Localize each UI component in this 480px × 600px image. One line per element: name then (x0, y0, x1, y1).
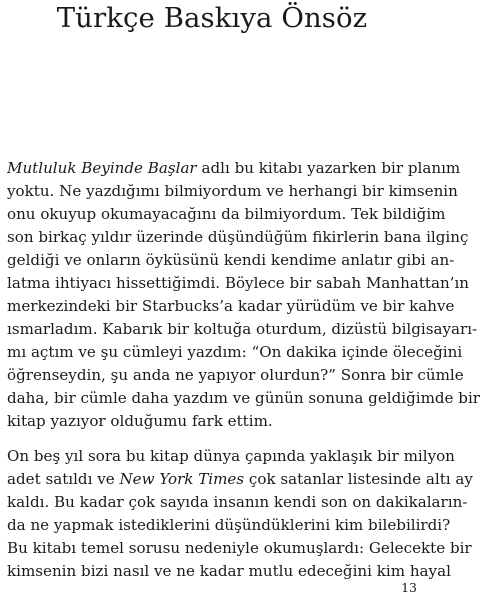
text-span: adet satıldı ve (7, 470, 120, 488)
text-line: öğrenseydin, şu anda ne yapıyor olurdun?” Sonra bir cümle (7, 366, 464, 384)
book-title-italic: Mutluluk Beyinde Başlar (7, 159, 197, 177)
text-line (7, 468, 473, 491)
text-line: mı açtım ve şu cümleyi yazdım: “On dakika içinde öleceğini (7, 343, 463, 361)
text-line: geldiği ve onların öyküsünü kendi kendime anlatır gibi an- (7, 251, 455, 269)
text-line: ısmarladım. Kabarık bir koltuğa oturdum, dizüstü bilgisayarı- (7, 320, 478, 338)
text-line: yoktu. Ne yazdığımı bilmiyordum ve herhangi bir kimsenin (7, 182, 458, 200)
newspaper-title-italic: New York Times (119, 470, 245, 488)
text-line: Bu kitabı temel sorusu nedeniyle okumuşlardı: Gelecekte bir (7, 539, 472, 557)
text-line: On beş yıl sora bu kitap dünya çapında yaklaşık bir milyon (7, 447, 455, 465)
page-title: Türkçe Baskıya Önsöz (56, 2, 368, 34)
text-line: son birkaç yıldır üzerinde düşündüğüm fikirlerin bana ilginç (7, 228, 469, 246)
paragraph-gap (7, 433, 418, 445)
text-line: kimsenin bizi nasıl ve ne kadar mutlu edeceğini kim hayal (7, 562, 451, 580)
text-line: daha, bir cümle daha yazdım ve günün sonuna geldiğimde bir (7, 389, 480, 407)
text-line: onu okuyup okumayacağını da bilmiyordum. Tek bildiğim (7, 205, 446, 223)
page-number: 13 (401, 580, 417, 595)
paragraph-2 (7, 445, 473, 583)
text-line (7, 157, 461, 180)
text-line: latma ihtiyacı hissettiğimdi. Böylece bir sabah Manhattan’ın (7, 274, 470, 292)
text-line: merkezindeki bir Starbucks’a kadar yürüdüm ve bir kahve (7, 297, 455, 315)
text-span: adlı bu kitabı yazarken bir planım (196, 159, 461, 177)
text-span: çok satanlar listesinde altı ay (244, 470, 473, 488)
text-line: kitap yazıyor olduğumu fark ettim. (7, 412, 273, 430)
paragraph-1 (7, 157, 480, 433)
text-line: kaldı. Bu kadar çok sayıda insanın kendi son on dakikaların- (7, 493, 468, 511)
body-text (7, 157, 480, 583)
text-line: da ne yapmak istediklerini düşündüklerini kim bilebilirdi? (7, 516, 451, 534)
